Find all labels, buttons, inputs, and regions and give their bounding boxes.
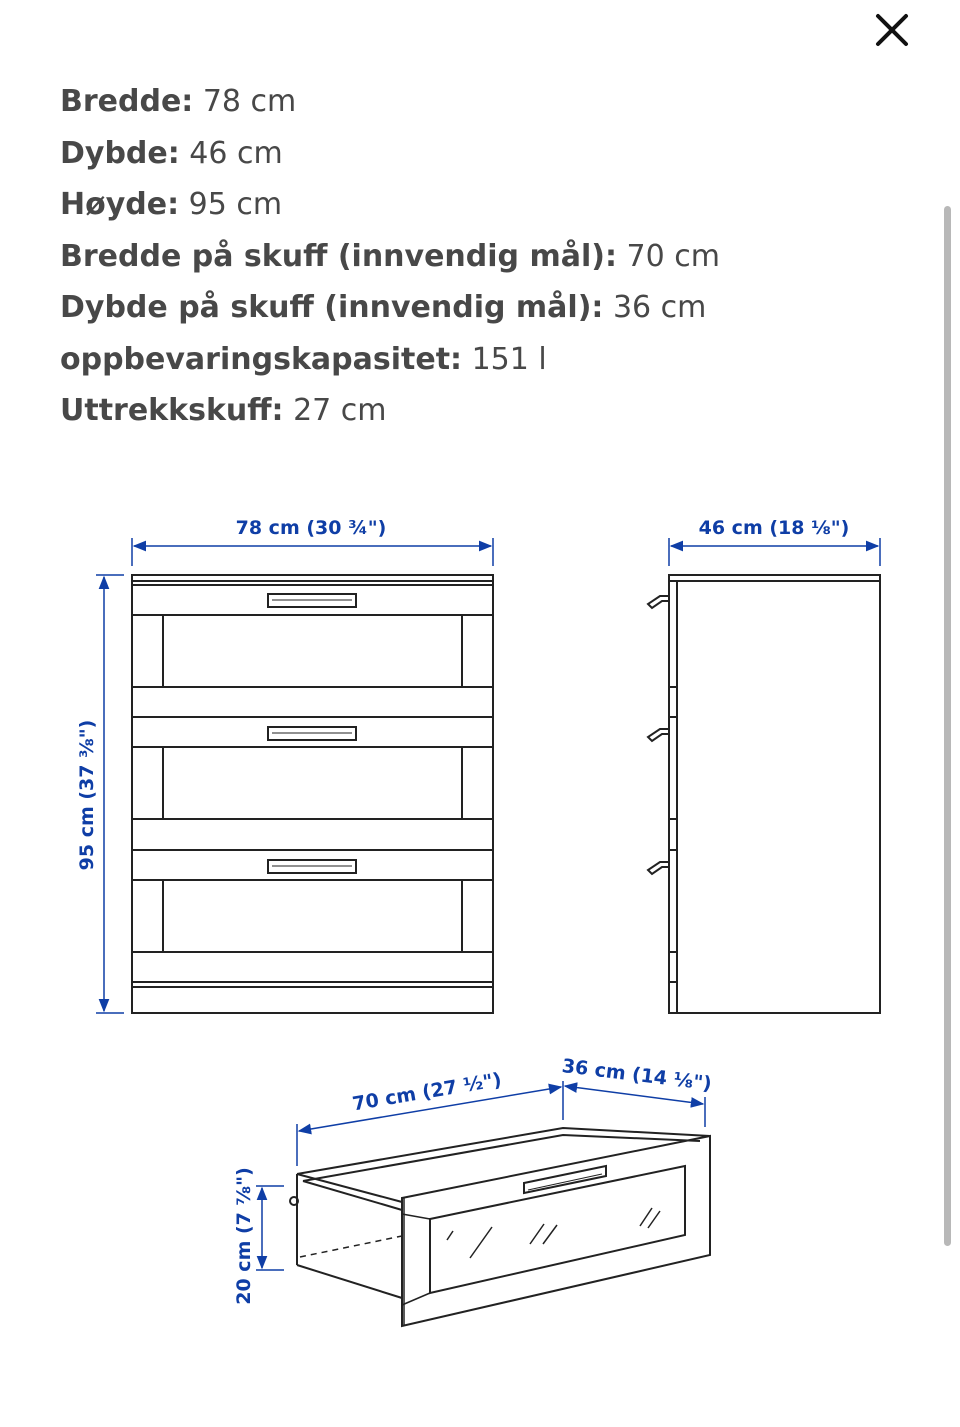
drawer-height-dimension <box>233 1167 284 1305</box>
drawer-depth-dimension <box>561 1055 713 1127</box>
spec-row-height: Høyde: 95 cm <box>60 187 283 222</box>
spec-row-drawer-extension: Uttrekkskuff: 27 cm <box>60 393 387 428</box>
spec-row-depth: Dybde: 46 cm <box>60 135 283 171</box>
spec-row-drawer-depth: Dybde på skuff (innvendig mål): 36 cm <box>60 290 707 325</box>
front-view <box>132 575 493 1013</box>
drawer-iso-view <box>290 1128 710 1326</box>
side-depth-label: 46 cm (18 ⅛") <box>698 517 850 539</box>
front-height-label: 95 cm (37 ⅜") <box>76 719 98 871</box>
side-depth-dimension <box>669 517 880 566</box>
side-view <box>648 575 880 1013</box>
drawer-depth-label: 36 cm (14 ⅛") <box>560 1054 713 1096</box>
front-width-label: 78 cm (30 ¾") <box>235 517 387 539</box>
spec-row-storage-capacity: oppbevaringskapasitet: 151 l <box>60 341 547 377</box>
spec-row-width: Bredde: 78 cm <box>60 84 297 119</box>
front-height-dimension <box>76 575 124 1013</box>
drawer-width-label: 70 cm (27 ½") <box>350 1068 504 1116</box>
front-width-dimension <box>132 517 493 566</box>
spec-row-drawer-width: Bredde på skuff (innvendig mål): 70 cm <box>60 238 720 274</box>
drawer-height-label: 20 cm (7 ⅞") <box>233 1167 255 1305</box>
